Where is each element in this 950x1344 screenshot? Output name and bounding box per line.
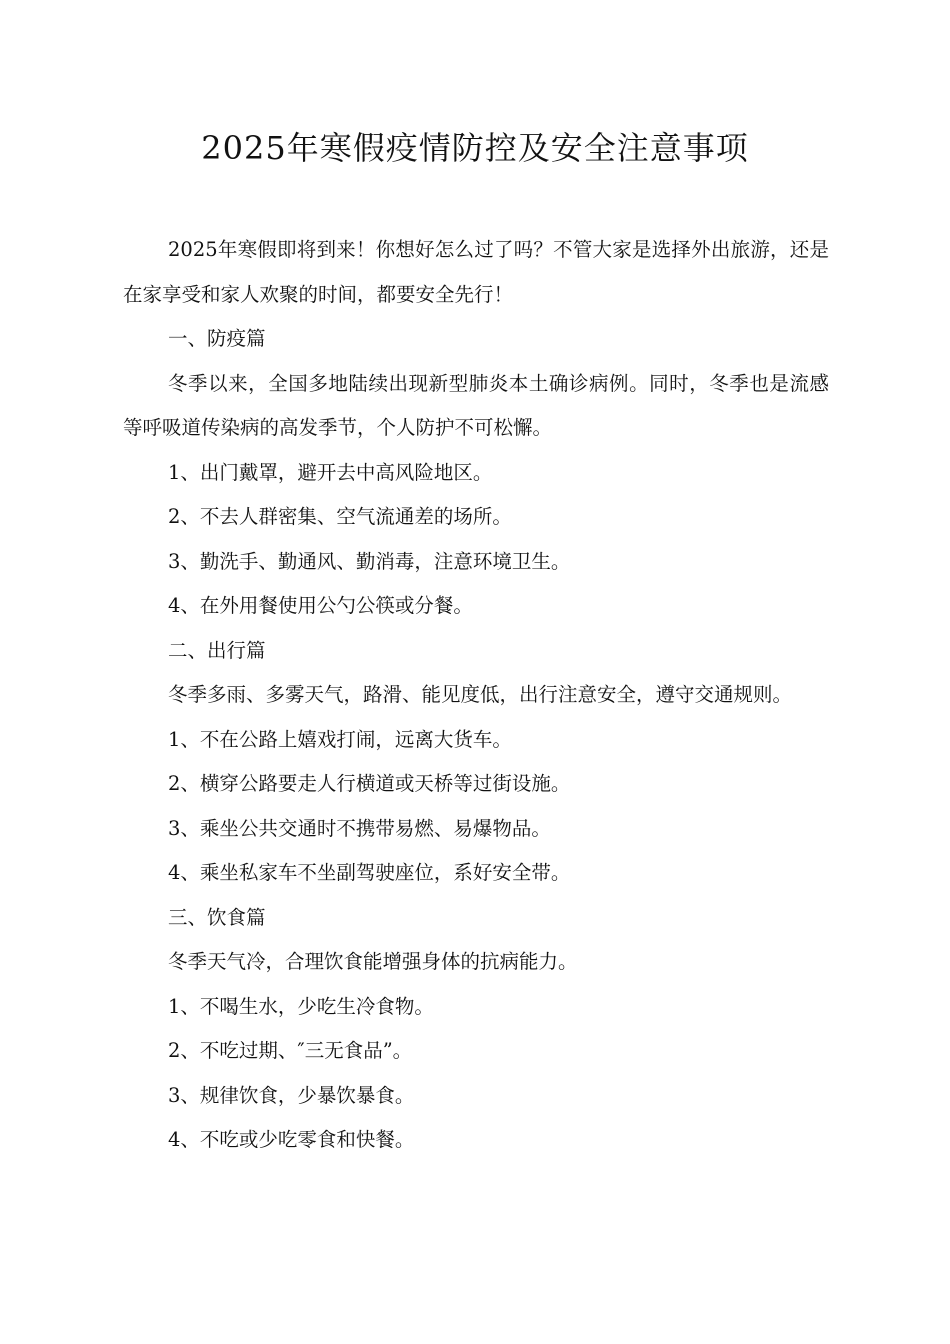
document-title: 2025年寒假疫情防控及安全注意事项	[201, 129, 749, 167]
section-heading-travel: 二、出行篇	[168, 638, 266, 662]
document-body	[123, 228, 829, 1163]
list-item: 3、乘坐公共交通时不携带易燃、易爆物品。	[168, 816, 551, 840]
list-item: 3、勤洗手、勤通风、勤消毒，注意环境卫生。	[168, 549, 571, 573]
list-item: 1、不喝生水，少吃生冷食物。	[168, 994, 434, 1018]
list-item: 4、乘坐私家车不坐副驾驶座位，系好安全带。	[168, 861, 571, 884]
travel-intro-paragraph: 冬季多雨、多雾天气，路滑、能见度低，出行注意安全，遵守交通规则。	[168, 683, 793, 706]
epidemic-intro-paragraph: 冬季以来，全国多地陆续出现新型肺炎本土确诊病例。同时，冬季也是流感等呼吸道传染病的高发季节，个人防护不可松懈。	[123, 371, 829, 439]
list-item: 2、不去人群密集、空气流通差的场所。	[168, 505, 512, 528]
section-heading-diet: 三、饮食篇	[168, 905, 266, 929]
list-item: 2、横穿公路要走人行横道或天桥等过街设施。	[168, 772, 571, 795]
diet-intro-paragraph: 冬季天气冷，合理饮食能增强身体的抗病能力。	[168, 950, 578, 973]
list-item: 3、规律饮食，少暴饮暴食。	[168, 1083, 415, 1107]
list-item: 2、不吃过期、″三无食品”。	[168, 1039, 413, 1062]
intro-paragraph: 2025年寒假即将到来！你想好怎么过了吗？不管大家是选择外出旅游，还是在家享受和家人欢聚的时间，都要安全先行！	[123, 238, 829, 306]
list-item: 1、出门戴罩，避开去中高风险地区。	[168, 460, 493, 484]
list-item: 4、不吃或少吃零食和快餐。	[168, 1128, 415, 1151]
list-item: 4、在外用餐使用公勺公筷或分餐。	[168, 594, 473, 617]
list-item: 1、不在公路上嬉戏打闹，远离大货车。	[168, 727, 512, 751]
section-heading-epidemic: 一、防疫篇	[168, 327, 266, 350]
